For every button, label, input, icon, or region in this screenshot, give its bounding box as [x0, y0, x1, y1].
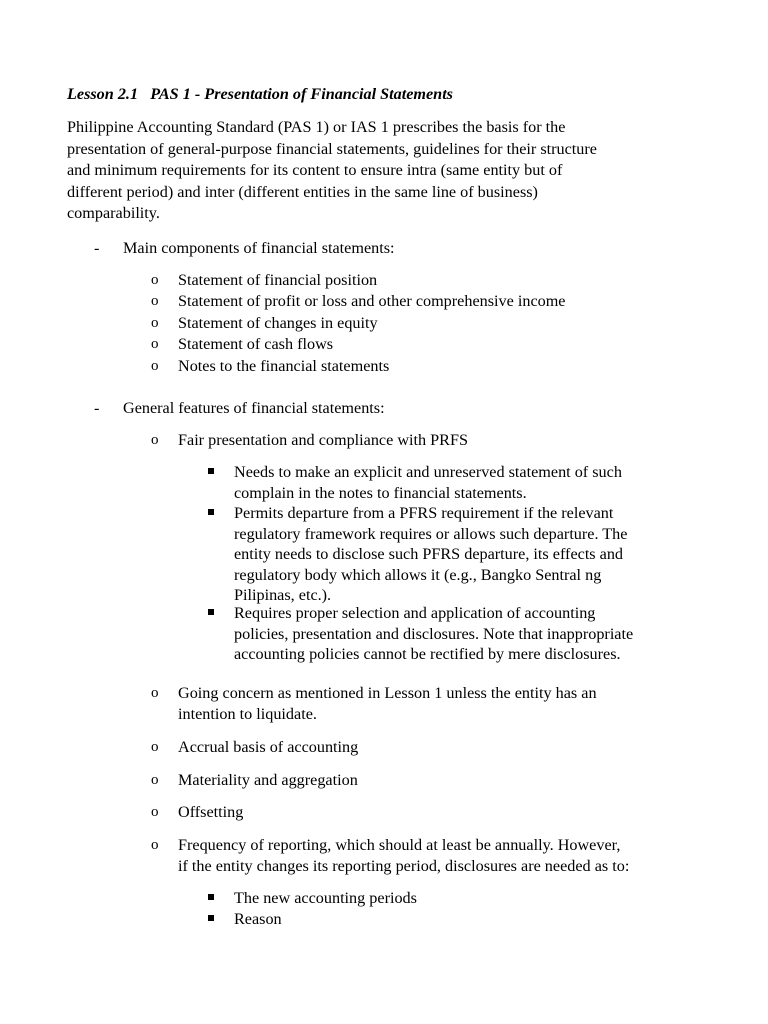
- feature-materiality: Materiality and aggregation: [178, 771, 358, 789]
- components-heading: Main components of financial statements:: [123, 239, 395, 257]
- circle-bullet: o: [151, 315, 159, 331]
- feature-going-concern: [178, 683, 597, 724]
- circle-bullet: o: [151, 772, 159, 788]
- feature-line: intention to liquidate.: [178, 704, 317, 723]
- circle-bullet: o: [151, 358, 159, 374]
- circle-bullet: o: [151, 685, 159, 701]
- fair-presentation-bullet: [234, 603, 633, 665]
- frequency-bullet: The new accounting periods: [234, 889, 417, 907]
- feature-line: if the entity changes its reporting period, disclosures are needed as to:: [178, 856, 630, 875]
- circle-bullet: o: [151, 804, 159, 820]
- square-bullet: [208, 468, 214, 474]
- intro-line: comparability.: [67, 204, 160, 222]
- feature-line: Going concern as mentioned in Lesson 1 unless the entity has an: [178, 684, 597, 702]
- fair-presentation-bullet: [234, 503, 627, 606]
- square-bullet: [208, 915, 214, 921]
- intro-line: presentation of general-purpose financial statements, guidelines for their structure: [67, 139, 597, 158]
- frequency-bullet: Reason: [234, 910, 282, 928]
- square-bullet: [208, 609, 214, 615]
- circle-bullet: o: [151, 739, 159, 755]
- bullet-line: accounting policies cannot be rectified by mere disclosures.: [234, 645, 621, 663]
- bullet-line: regulatory framework requires or allows such departure. The: [234, 524, 628, 543]
- circle-bullet: o: [151, 432, 159, 448]
- lesson-title: Lesson 2.1 PAS 1 - Presentation of Financial Statements: [67, 85, 453, 103]
- bullet-line: Needs to make an explicit and unreserved statement of such: [234, 463, 622, 481]
- fair-presentation-bullet: [234, 462, 622, 503]
- dash-bullet: -: [94, 239, 100, 257]
- circle-bullet: o: [151, 272, 159, 288]
- intro-line: Philippine Accounting Standard (PAS 1) or IAS 1 prescribes the basis for the: [67, 118, 566, 136]
- bullet-line: Permits departure from a PFRS requirement if the relevant: [234, 504, 614, 522]
- component-item: Statement of profit or loss and other comprehensive income: [178, 292, 566, 310]
- bullet-line: complain in the notes to financial statements.: [234, 483, 527, 502]
- feature-line: Frequency of reporting, which should at least be annually. However,: [178, 836, 621, 854]
- circle-bullet: o: [151, 837, 159, 853]
- bullet-line: Pilipinas, etc.).: [234, 586, 332, 604]
- component-item: Notes to the financial statements: [178, 357, 390, 375]
- component-item: Statement of financial position: [178, 271, 378, 289]
- bullet-line: policies, presentation and disclosures. Note that inappropriate: [234, 624, 634, 643]
- features-heading: General features of financial statements:: [123, 399, 385, 417]
- feature-fair-presentation: Fair presentation and compliance with PRFS: [178, 431, 468, 449]
- intro-paragraph: [67, 117, 707, 225]
- square-bullet: [208, 509, 214, 515]
- component-item: Statement of changes in equity: [178, 314, 378, 332]
- intro-line: and minimum requirements for its content to ensure intra (same entity but of: [67, 161, 563, 179]
- feature-frequency: [178, 835, 629, 876]
- feature-offsetting: Offsetting: [178, 803, 244, 821]
- bullet-line: entity needs to disclose such PFRS departure, its effects and: [234, 545, 624, 563]
- intro-line: different period) and inter (different entities in the same line of business): [67, 182, 538, 201]
- circle-bullet: o: [151, 293, 159, 309]
- component-item: Statement of cash flows: [178, 335, 334, 353]
- square-bullet: [208, 894, 214, 900]
- circle-bullet: o: [151, 336, 159, 352]
- bullet-line: regulatory body which allows it (e.g., Bangko Sentral ng: [234, 565, 602, 584]
- feature-accrual: Accrual basis of accounting: [178, 738, 359, 756]
- dash-bullet: -: [94, 399, 100, 417]
- bullet-line: Requires proper selection and application of accounting: [234, 604, 596, 622]
